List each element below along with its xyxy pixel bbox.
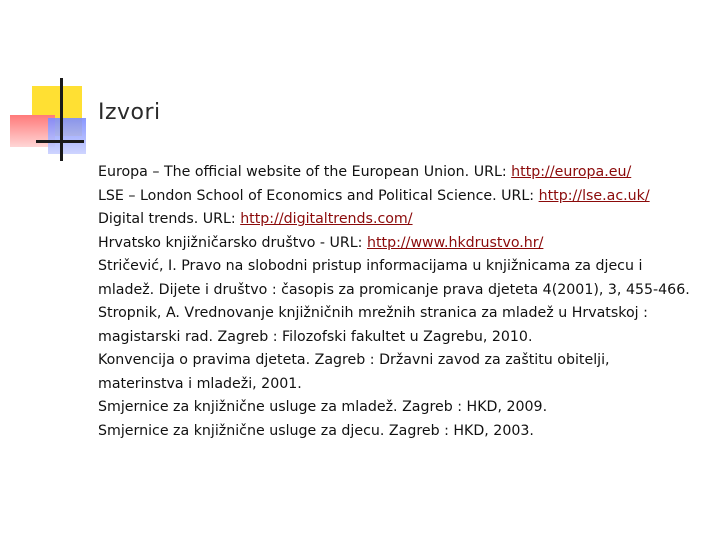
reference-item	[98, 232, 708, 256]
reference-item: magistarski rad. Zagreb : Filozofski fakultet u Zagrebu, 2010.	[98, 328, 533, 345]
reference-item: Smjernice za knjižnične usluge za djecu. Zagreb : HKD, 2003.	[98, 422, 534, 439]
reference-link[interactable]: http://www.hkdrustvo.hr/	[366, 234, 544, 251]
reference-item: Stropnik, A. Vrednovanje knjižničnih mrežnih stranica za mladež u Hrvatskoj :	[98, 305, 648, 321]
slide-title: Izvori	[98, 100, 161, 125]
reference-text: LSE – London School of Economics and Political Science. URL:	[98, 187, 539, 204]
reference-item: Konvencija o pravima djeteta. Zagreb : Državni zavod za zaštitu obitelji,	[98, 352, 610, 368]
reference-item: mladež. Dijete i društvo : časopis za promicanje prava djeteta 4(2001), 3, 455-466.	[98, 281, 690, 298]
reference-list	[98, 161, 708, 443]
reference-link[interactable]: http://europa.eu/	[511, 164, 632, 180]
reference-item	[98, 161, 708, 185]
reference-item: materinstva i mladeži, 2001.	[98, 375, 302, 392]
decorative-horizontal-line	[36, 140, 84, 143]
reference-text: Hrvatsko knjižničarsko društvo - URL:	[98, 234, 367, 251]
reference-item: Stričević, I. Pravo na slobodni pristup informacijama u knjižnicama za djecu i	[98, 258, 643, 274]
reference-link[interactable]: http://digitaltrends.com/	[240, 211, 413, 227]
reference-item	[98, 185, 708, 209]
decorative-vertical-line	[60, 78, 63, 161]
reference-item: Smjernice za knjižnične usluge za mladež. Zagreb : HKD, 2009.	[98, 399, 548, 415]
reference-text: Europa – The official website of the European Union. URL:	[98, 164, 512, 180]
reference-item	[98, 208, 708, 232]
reference-link[interactable]: http://lse.ac.uk/	[538, 187, 650, 204]
decorative-blue-square	[48, 118, 86, 154]
reference-text: Digital trends. URL:	[98, 211, 241, 227]
